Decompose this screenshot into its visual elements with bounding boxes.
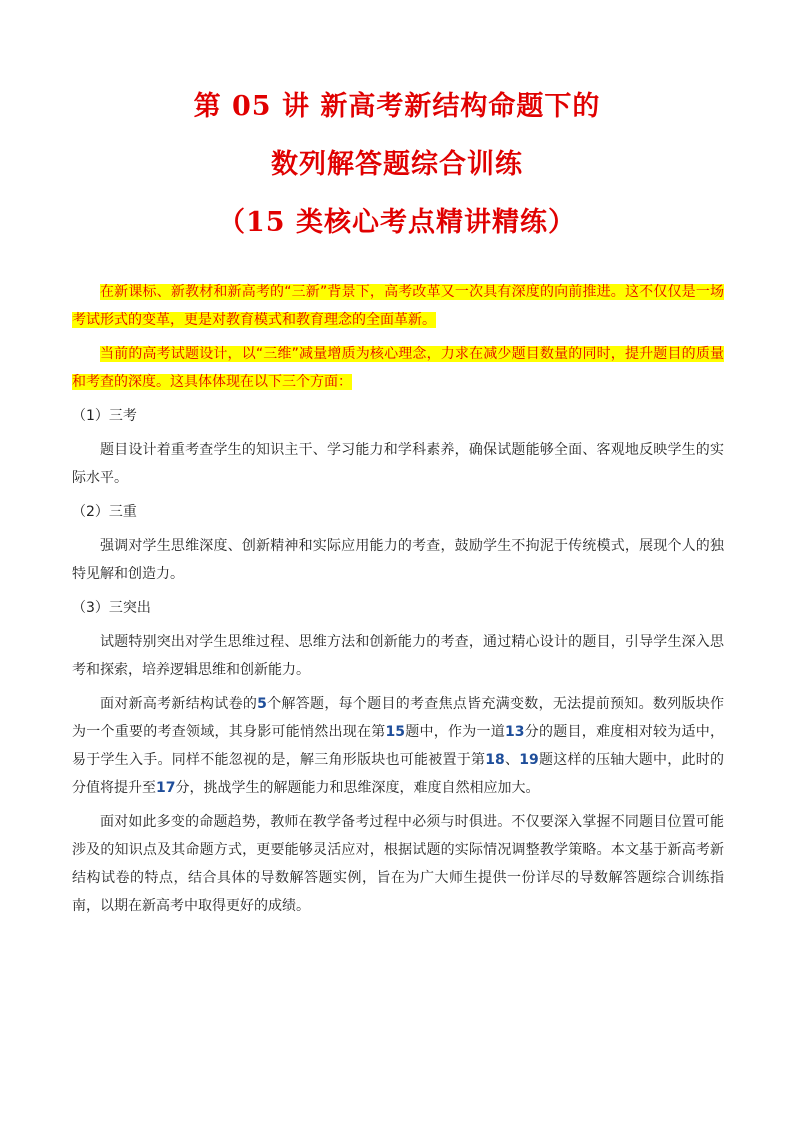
text-segment: 题这样的压轴大题中，此时的分值将提升至 — [72, 752, 725, 796]
number-highlight: 18 — [485, 752, 505, 768]
structure-paragraph — [72, 690, 724, 802]
number-highlight: 19 — [519, 752, 539, 768]
number-highlight: 15 — [385, 724, 405, 740]
title-line-2: 数列解答题综合训练 — [271, 149, 523, 180]
text-segment: 、 — [504, 752, 520, 768]
number-highlight: 17 — [156, 780, 176, 796]
text-segment: 个解答题，每个题目的考查焦点皆充满变数，无法提前预知。数列版块作为一个重要的考查领域，其身影可能悄然出现在第 — [72, 696, 725, 740]
text-segment: 分，挑战学生的解题能力和思维深度，难度自然相应加大。 — [175, 780, 540, 796]
section-text-sankao: 题目设计着重考查学生的知识主干、学习能力和学科素养，确保试题能够全面、客观地反映学生的实际水平。 — [72, 442, 724, 486]
text-segment: 题中，作为一道 — [405, 724, 506, 740]
section-heading-sanzhong: （2）三重 — [72, 504, 137, 520]
document-title — [0, 92, 794, 266]
section-text-sanzhong: 强调对学生思维深度、创新精神和实际应用能力的考查，鼓励学生不拘泥于传统模式，展现个人的独特见解和创造力。 — [72, 538, 724, 582]
document-body — [72, 278, 724, 926]
title-line-1: 第 05 讲 新高考新结构命题下的 — [193, 91, 601, 122]
final-paragraph: 面对如此多变的命题趋势，教师在教学备考过程中必须与时俱进。不仅要深入掌握不同题目位置可能涉及的知识点及其命题方式，更要能够灵活应对，根据试题的实际情况调整教学策略。本文基于新高考新结构试卷的特点，结合具体的导数解答题实例，旨在为广大师生提供一份详尽的导数解答题综合训练指南，以期在新高考中取得更好的成绩。 — [72, 814, 724, 914]
intro-paragraph-1 — [72, 278, 724, 334]
title-line-3: （15 类核心考点精讲精练） — [218, 207, 576, 238]
section-heading-santuchu: （3）三突出 — [72, 600, 151, 616]
section-heading-sankao: （1）三考 — [72, 408, 137, 424]
intro-paragraph-2 — [72, 340, 724, 396]
text-segment: 分的题目，难度相对较为适中，易于学生入手。同样不能忽视的是，解三角形版块也可能被置于第 — [72, 724, 725, 768]
text-segment: 面对新高考新结构试卷的 — [100, 696, 258, 712]
highlighted-text: 在新课标、新教材和新高考的“三新”背景下，高考改革又一次具有深度的向前推进。这不仅仅是一场考试形式的变革，更是对教育模式和教育理念的全面革新。 — [72, 284, 724, 328]
section-text-santuchu: 试题特别突出对学生思维过程、思维方法和创新能力的考查，通过精心设计的题目，引导学生深入思考和探索，培养逻辑思维和创新能力。 — [72, 634, 724, 678]
highlighted-text: 当前的高考试题设计，以“三维”减量增质为核心理念，力求在减少题目数量的同时，提升题目的质量和考查的深度。这具体体现在以下三个方面： — [72, 346, 724, 390]
number-highlight: 13 — [505, 724, 525, 740]
number-highlight: 5 — [257, 696, 267, 712]
